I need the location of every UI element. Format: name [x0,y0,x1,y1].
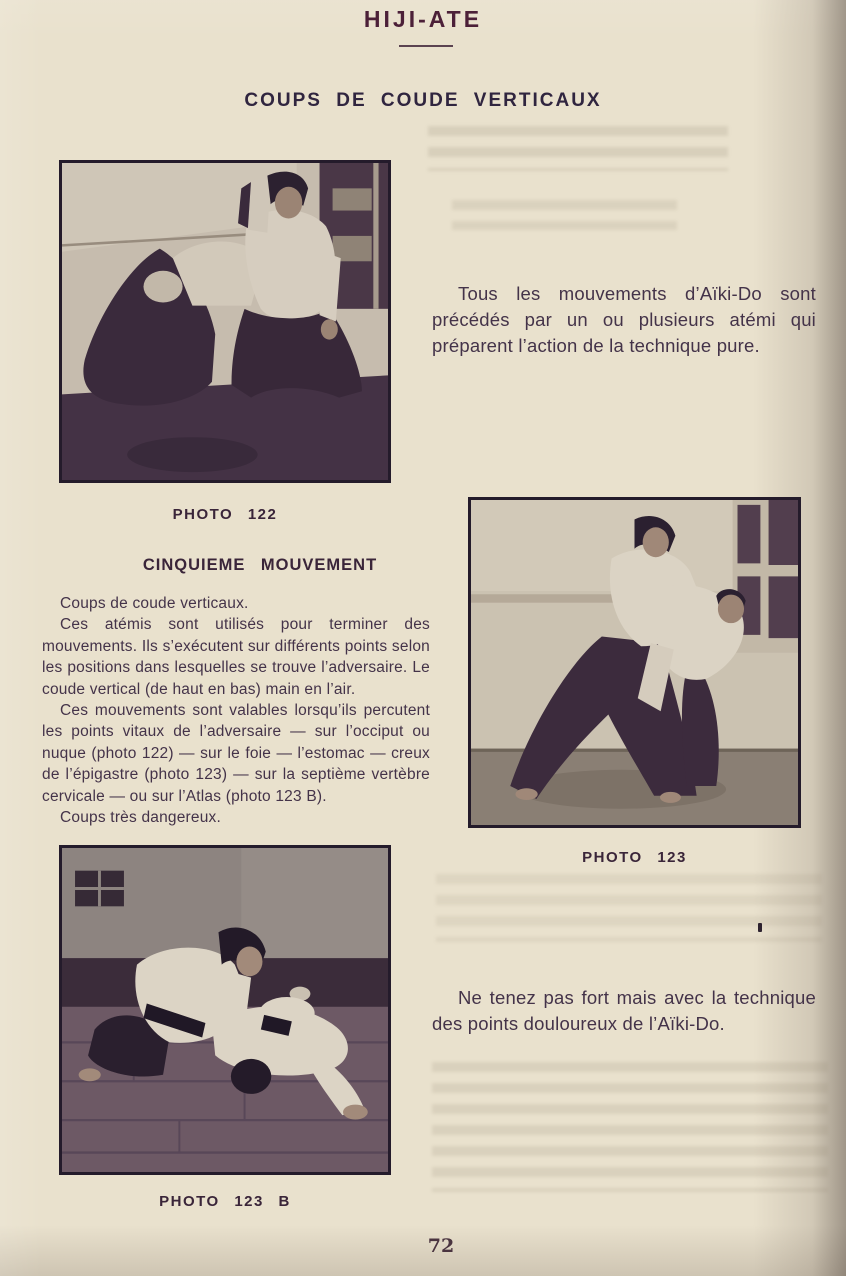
ink-speck [758,923,762,932]
aikido-standing-elbow-strike-photo [62,163,388,480]
photo-123b-image [59,845,391,1175]
photo-123b-caption: PHOTO 123 B [159,1193,291,1210]
intro-paragraph: Tous les mouvements d’Aïki-Do sont précédés par un ou plusieurs atémi qui préparent l’action de la technique pure. [432,283,816,356]
movement-paragraph-4: Coups très dangereux. [60,809,222,827]
show-through-text [452,200,677,230]
movement-paragraph-3: Ces mouvements sont valables lorsqu’ils percutent les points vitaux de l’adversaire — sur l’occiput ou nuque (photo 122) — sur le foie — l’estomac — creux de l’épigastre (photo 123) — sur la septième vertèbre cervicale — ou sur l’Atlas (photo 123 B). [42,702,430,805]
photo-122-caption: PHOTO 122 [172,506,278,523]
movement-paragraph-1: Coups de coude verticaux. [60,595,249,612]
intro-paragraph-block [432,281,816,359]
title-rule-divider [399,45,453,47]
photo-123-caption: PHOTO 123 [582,849,687,866]
show-through-text [428,126,728,171]
page-number: 72 [427,1235,455,1257]
movement-body [42,593,430,828]
section-subtitle: COUPS DE COUDE VERTICAUX [244,90,602,111]
closing-paragraph-block [432,985,816,1037]
photo-123-image [468,497,801,828]
show-through-text [432,1062,828,1192]
closing-paragraph: Ne tenez pas fort mais avec la technique des points douloureux de l’Aïki-Do. [432,987,816,1034]
movement-heading: CINQUIEME MOUVEMENT [142,556,378,574]
aikido-ground-elbow-strike-photo [62,848,388,1172]
aikido-downward-elbow-strike-photo [471,500,798,825]
page-title: HIJI-ATE [363,6,483,32]
show-through-text [436,874,822,942]
movement-paragraph-2: Ces atémis sont utilisés pour terminer des mouvements. Ils s’exécutent sur différents points selon les positions dans lesquelles se trouve l’adversaire. Le coude vertical (de haut en bas) main en l’air. [42,616,430,698]
photo-122-image [59,160,391,483]
